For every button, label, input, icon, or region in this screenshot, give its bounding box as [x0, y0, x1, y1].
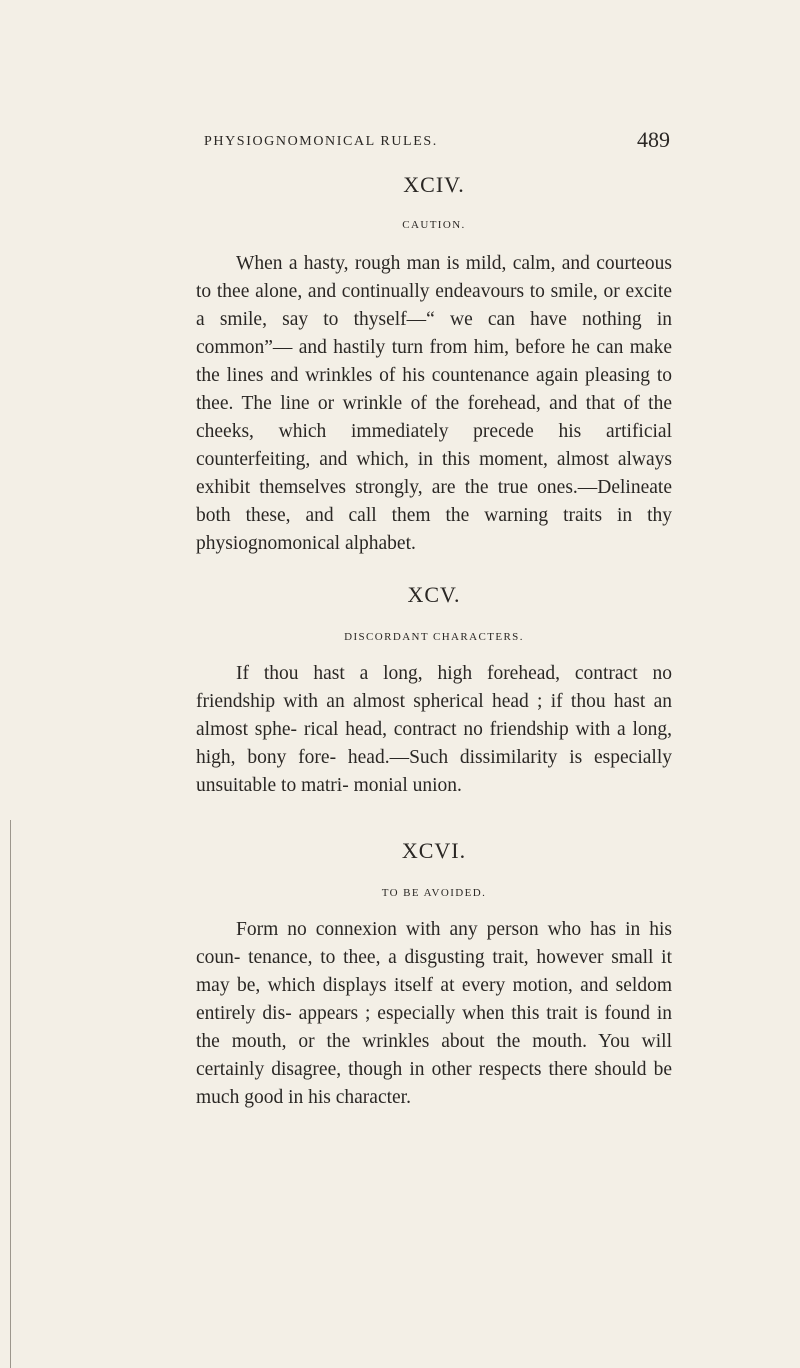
running-title: PHYSIOGNOMONICAL RULES.	[204, 134, 438, 149]
section-xciv	[196, 172, 672, 558]
section-heading: DISCORDANT CHARACTERS.	[344, 631, 524, 643]
section-paragraph: Form no connexion with any person who has in his coun- tenance, to thee, a disgusting trait, however small it may be, which displays itself at every motion, and seldom entirely dis- appears ; especially when this trait is found in the mouth, or the wrinkles about the mouth. You will certainly disagree, though in other respects there should be much good in his character.	[196, 919, 672, 1108]
section-number: XCVI.	[401, 838, 467, 863]
section-heading: CAUTION.	[402, 219, 466, 231]
page-edge-line	[10, 820, 11, 1368]
section-paragraph: When a hasty, rough man is mild, calm, and courteous to thee alone, and continually endeavours to smile, or excite a smile, say to thyself—“ we can have nothing in common”— and hastily turn from him, before he can make the lines and wrinkles of his countenance again pleasing to thee. The line or wrinkle of the forehead, and that of the cheeks, which immediately precede his artificial counterfeiting, and which, in this moment, almost always exhibit themselves strongly, are the true ones.—Delineate both these, and call them the warning traits in thy physiognomonical alphabet.	[196, 253, 672, 554]
section-xcvi	[196, 838, 672, 1112]
section-xcv	[196, 582, 672, 800]
section-number: XCV.	[407, 582, 461, 607]
section-number: XCIV.	[403, 172, 465, 197]
running-head	[196, 124, 672, 162]
book-page	[196, 124, 672, 1112]
section-paragraph: If thou hast a long, high forehead, contract no friendship with an almost spherical head ; if thou hast an almost sphe- rical head, contract no friendship with a long, high, bony fore- head.—Such dissimilarity is especially unsuitable to matri- monial union.	[196, 663, 672, 796]
section-heading: TO BE AVOIDED.	[381, 887, 487, 899]
page-number: 489	[637, 127, 670, 152]
